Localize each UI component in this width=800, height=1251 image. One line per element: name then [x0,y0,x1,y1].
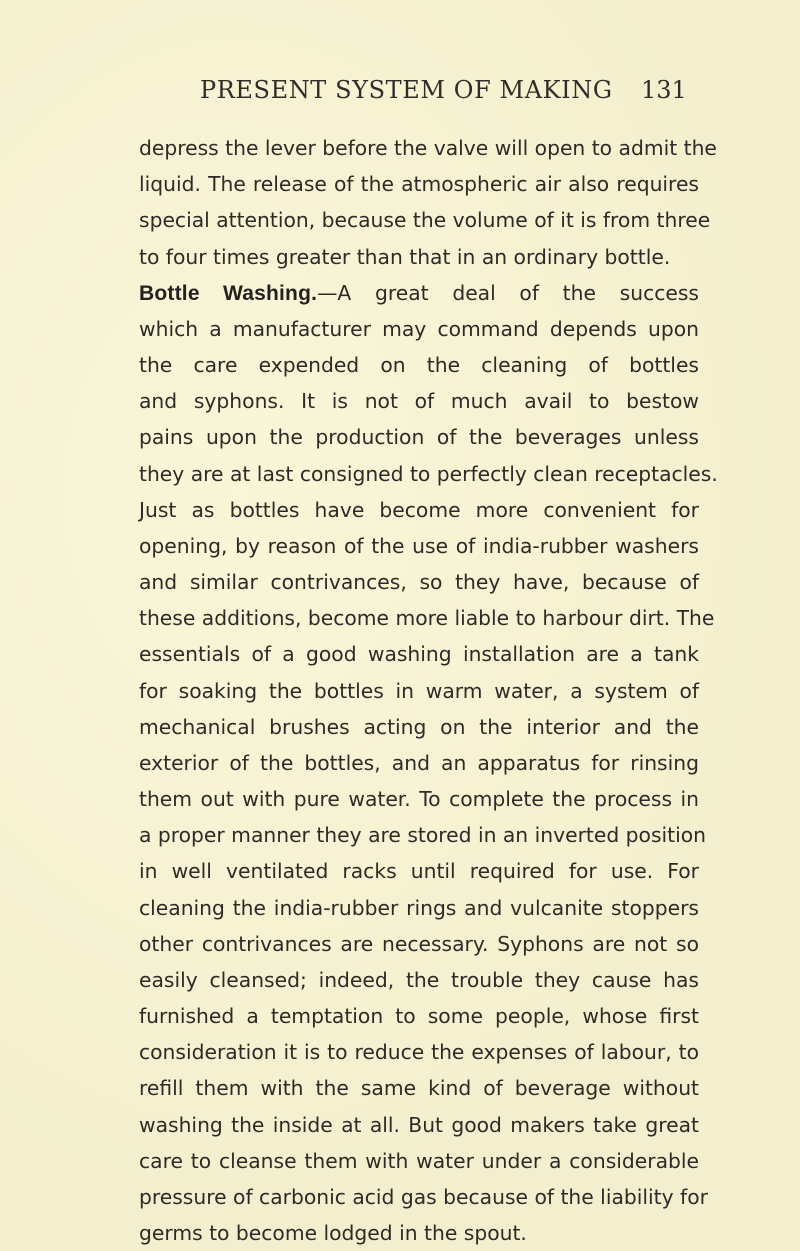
text-line: easily cleansed; indeed, the trouble they cause has [139,967,699,992]
text-line: which a manufacturer may command depends upon [139,316,699,341]
text-line: them out with pure water. To complete the process in [139,787,699,812]
text-line: a proper manner they are stored in an inverted position [139,823,706,848]
text-line: and syphons. It is not of much avail to bestow [139,389,699,414]
text-line: liquid. The release of the atmospheric air also requires [139,172,699,197]
text-line: special attention, because the volume of it is from three [139,208,711,233]
text-line: exterior of the bottles, and an apparatus for rinsing [139,750,699,775]
text-line: they are at last consigned to perfectly clean receptacles. [139,461,718,486]
text-line: in well ventilated racks until required for use. For [139,859,699,884]
section-first-line: —A great deal of the success [317,280,699,305]
text-line: to four times greater than that in an ordinary bottle. [139,244,671,269]
text-line: cleaning the india-rubber rings and vulcanite stoppers [139,895,699,920]
running-title: PRESENT SYSTEM OF MAKING [200,76,613,104]
text-line: germs to become lodged in the spout. [139,1221,527,1246]
body-text [139,130,718,1251]
text-line: the care expended on the cleaning of bottles [139,353,699,378]
text-line: essentials of a good washing installation are a tank [139,642,699,667]
text-line: furnished a temptation to some people, whose first [139,1004,699,1029]
section-opening-line [139,275,699,311]
text-line: consideration it is to reduce the expenses of labour, to [139,1040,699,1065]
text-line: care to cleanse them with water under a considerable [139,1148,699,1173]
text-line: pains upon the production of the beverages unless [139,425,699,450]
text-line: pressure of carbonic acid gas because of the liability for [139,1184,708,1209]
page-number: 131 [641,76,687,104]
section-heading: Bottle Washing. [139,281,318,305]
running-head [0,76,800,116]
text-line: depress the lever before the valve will open to admit the [139,136,717,160]
text-line: mechanical brushes acting on the interior and the [139,714,699,739]
text-line: other contrivances are necessary. Syphons are not so [139,931,699,956]
text-line: opening, by reason of the use of india-rubber washers [139,533,699,558]
text-line: for soaking the bottles in warm water, a system of [139,678,699,703]
text-line: these additions, become more liable to harbour dirt. The [139,606,715,631]
text-line: and similar contrivances, so they have, because of [139,570,699,595]
text-line: Just as bottles have become more convenient for [139,497,699,522]
text-line: refill them with the same kind of beverage without [139,1076,699,1101]
text-line: washing the inside at all. But good makers take great [139,1112,699,1137]
